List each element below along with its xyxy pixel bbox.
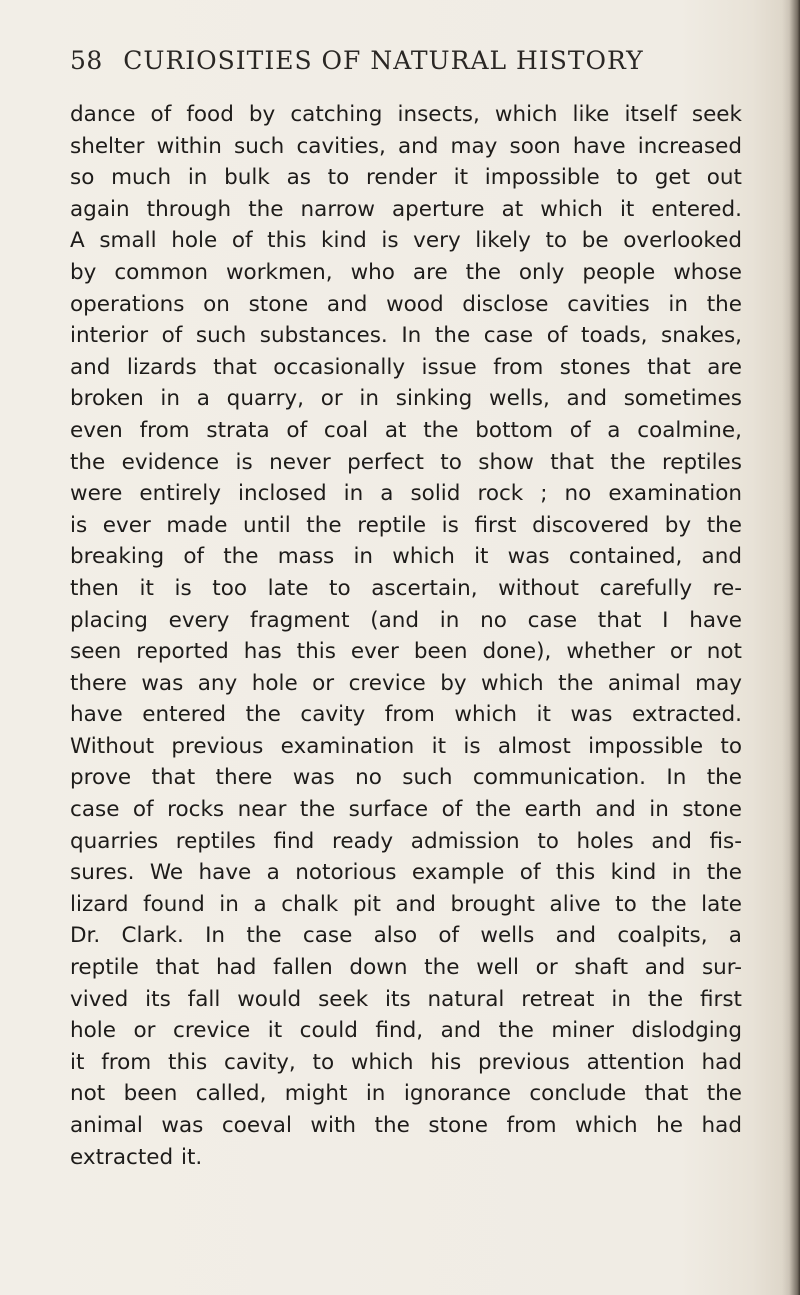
page-edge-shadow — [782, 0, 800, 1295]
text-line: Without previous examination it is almost impossible to — [70, 733, 742, 759]
text-line: interior of such substances. In the case of toads, snakes, — [70, 323, 742, 349]
text-line: not been called, might in ignorance conclude that the — [70, 1081, 742, 1107]
text-line: A small hole of this kind is very likely to be overlooked — [70, 228, 742, 254]
text-line: breaking of the mass in which it was contained, and — [70, 544, 742, 570]
text-line: seen reported has this ever been done), whether or not — [70, 639, 742, 665]
text-line: quarries reptiles find ready admission to holes and fis- — [70, 828, 742, 854]
text-line: animal was coeval with the stone from which he had — [70, 1113, 742, 1138]
text-line: broken in a quarry, or in sinking wells, and sometimes — [70, 386, 742, 412]
text-line: lizard found in a chalk pit and brought alive to the late — [70, 891, 742, 917]
running-title: CURIOSITIES OF NATURAL HISTORY — [123, 46, 644, 75]
text-line: extracted it. — [70, 1144, 203, 1170]
text-line: even from strata of coal at the bottom of a coalmine, — [70, 417, 742, 443]
body-paragraph — [70, 99, 742, 1173]
running-header — [70, 46, 750, 86]
text-line: placing every fragment (and in no case that I have — [70, 607, 742, 633]
text-line: the evidence is never perfect to show that the reptiles — [70, 449, 742, 475]
text-line: and lizards that occasionally issue from stones that are — [70, 354, 742, 380]
text-line: sures. We have a notorious example of this kind in the — [70, 860, 742, 886]
text-line: by common workmen, who are the only people whose — [70, 259, 742, 285]
text-line: then it is too late to ascertain, without carefully re- — [70, 575, 742, 601]
page-number: 58 — [70, 46, 103, 75]
text-line: reptile that had fallen down the well or shaft and sur- — [70, 955, 742, 981]
text-line: have entered the cavity from which it was extracted. — [70, 702, 742, 728]
text-line: shelter within such cavities, and may soon have increased — [70, 133, 742, 159]
text-line: vived its fall would seek its natural retreat in the first — [70, 986, 742, 1012]
text-line: there was any hole or crevice by which the animal may — [70, 670, 742, 696]
text-line: case of rocks near the surface of the earth and in stone — [70, 797, 742, 823]
text-line: is ever made until the reptile is first discovered by the — [70, 512, 742, 538]
text-line: dance of food by catching insects, which like itself seek — [70, 102, 742, 127]
text-line: it from this cavity, to which his previous attention had — [70, 1049, 742, 1075]
text-line: so much in bulk as to render it impossible to get out — [70, 165, 742, 191]
text-line: prove that there was no such communication. In the — [70, 765, 742, 791]
text-line: Dr. Clark. In the case also of wells and coalpits, a — [70, 923, 742, 949]
text-line: were entirely inclosed in a solid rock ; no examination — [70, 481, 742, 507]
text-line: operations on stone and wood disclose cavities in the — [70, 291, 742, 317]
text-line: again through the narrow aperture at which it entered. — [70, 196, 742, 222]
text-line: hole or crevice it could find, and the miner dislodging — [70, 1018, 742, 1044]
